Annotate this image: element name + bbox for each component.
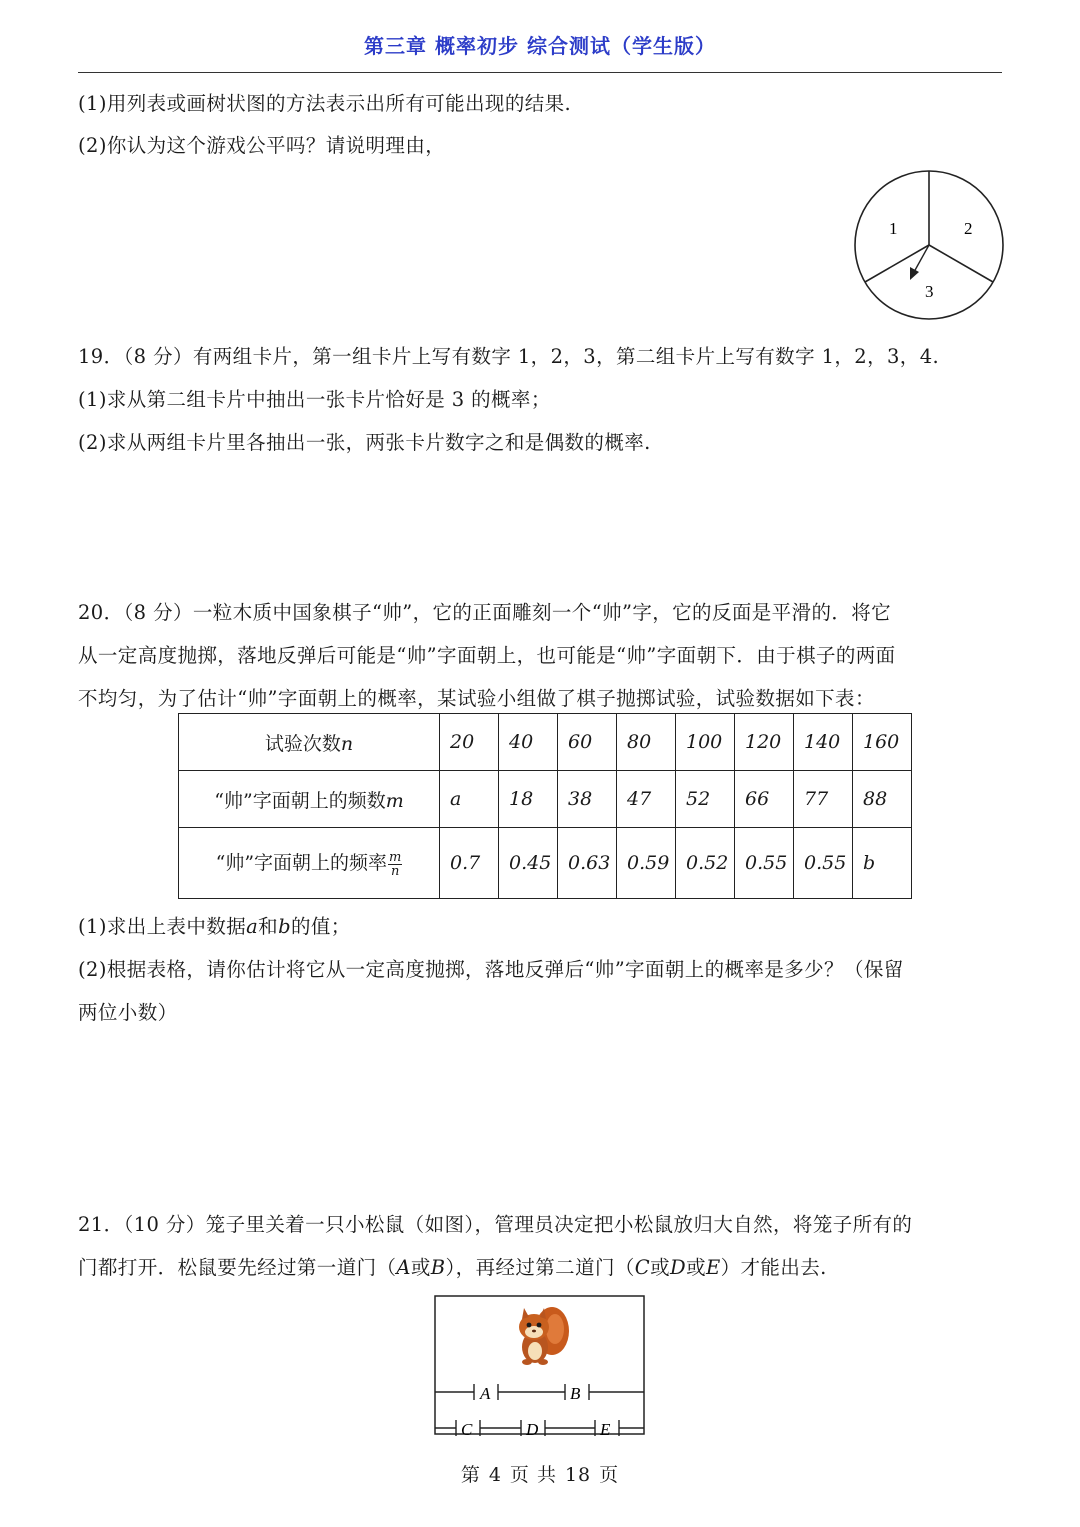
table-cell: 52 [676,771,735,828]
q18-sub2: (2)你认为这个游戏公平吗？请说明理由， [78,134,446,157]
spinner-label-3: 3 [925,282,934,301]
table-cell: 100 [676,714,735,771]
table-cell: 40 [499,714,558,771]
q19-sub2: (2)求从两组卡片里各抽出一张，两张卡片数字之和是偶数的概率. [78,431,651,454]
footer-page-number: 4 [488,1464,502,1486]
table-cell: 0.63 [558,828,617,899]
table-cell: 47 [617,771,676,828]
q21-stem-line2: 门都打开．松鼠要先经过第一道门（A或B），再经过第二道门（C或D或E）才能出去. [78,1256,827,1279]
q18-sub1: (1)用列表或画树状图的方法表示出所有可能出现的结果. [78,92,572,115]
header-divider [78,72,1002,73]
page-title: 第三章 概率初步 综合测试（学生版） [364,34,716,58]
table-cell: 66 [735,771,794,828]
gate-e-label: E [600,1420,611,1437]
q19-stem: 19．（8 分）有两组卡片，第一组卡片上写有数字 1，2，3，第二组卡片上写有数字 1，2，3，4. [78,345,940,368]
gate-b-label: B [570,1384,581,1403]
spinner-pointer-arrow-icon [910,267,919,280]
table-cell: 0.7 [440,828,499,899]
squirrel-icon [519,1307,569,1365]
table-cell: a [440,771,499,828]
spinner-label-1: 1 [889,219,898,238]
table-cell: 20 [440,714,499,771]
q20-sub2-line1: (2)根据表格，请你估计将它从一定高度抛掷，落地反弹后“帅”字面朝上的概率是多少？（保留 [78,958,904,981]
spinner-diagram [852,168,1006,322]
table-cell: 18 [499,771,558,828]
table-cell: 38 [558,771,617,828]
q20-sub2-line2: 两位小数） [78,1001,178,1024]
footer-prefix: 第 [460,1464,481,1486]
table-cell: 88 [853,771,912,828]
table-cell: 160 [853,714,912,771]
table-cell: b [853,828,912,899]
spinner-divider [929,245,993,282]
table-cell: 80 [617,714,676,771]
table-row [179,828,912,899]
table-cell: 0.59 [617,828,676,899]
table-row [179,714,912,771]
q20-stem-line3: 不均匀，为了估计“帅”字面朝上的概率，某试验小组做了棋子抛掷试验，试验数据如下表： [78,687,875,710]
table-cell: 0.55 [735,828,794,899]
table-row-header: 试验次数n [179,714,440,771]
gate-d-label: D [526,1420,539,1437]
table-cell: 60 [558,714,617,771]
footer-mid: 页 共 [509,1464,557,1486]
fraction-m-over-n: $\frac{m}{n}$ [389,849,402,879]
spinner-label-2: 2 [964,219,973,238]
table-row [179,771,912,828]
table-cell: 140 [794,714,853,771]
trial-data-table [178,713,912,899]
q20-sub1: (1)求出上表中数据a和b的值； [78,915,351,938]
gate-c-label: C [461,1420,473,1437]
footer-total-pages: 18 [564,1464,592,1486]
table-cell: 0.45 [499,828,558,899]
squirrel-cage-diagram [434,1295,646,1437]
q20-stem-line1: 20．（8 分）一粒木质中国象棋子“帅”，它的正面雕刻一个“帅”字，它的反面是平滑的．将它 [78,601,892,624]
q20-stem-line2: 从一定高度抛掷，落地反弹后可能是“帅”字面朝上，也可能是“帅”字面朝下．由于棋子的两面 [78,644,896,667]
table-cell: 0.55 [794,828,853,899]
gate-a-label: A [480,1384,491,1403]
table-cell: 120 [735,714,794,771]
table-cell: 77 [794,771,853,828]
q21-stem-line1: 21．（10 分）笼子里关着一只小松鼠（如图），管理员决定把小松鼠放归大自然，将笼子所有的 [78,1213,913,1236]
q19-sub1: (1)求从第二组卡片中抽出一张卡片恰好是 3 的概率； [78,388,551,411]
footer-suffix: 页 [599,1464,620,1486]
table-row-header: “帅”字面朝上的频率 $\frac{m}{n}$ [179,828,440,899]
page-footer [0,1460,1080,1487]
table-cell: 0.52 [676,828,735,899]
table-row-header: “帅”字面朝上的频数m [179,771,440,828]
